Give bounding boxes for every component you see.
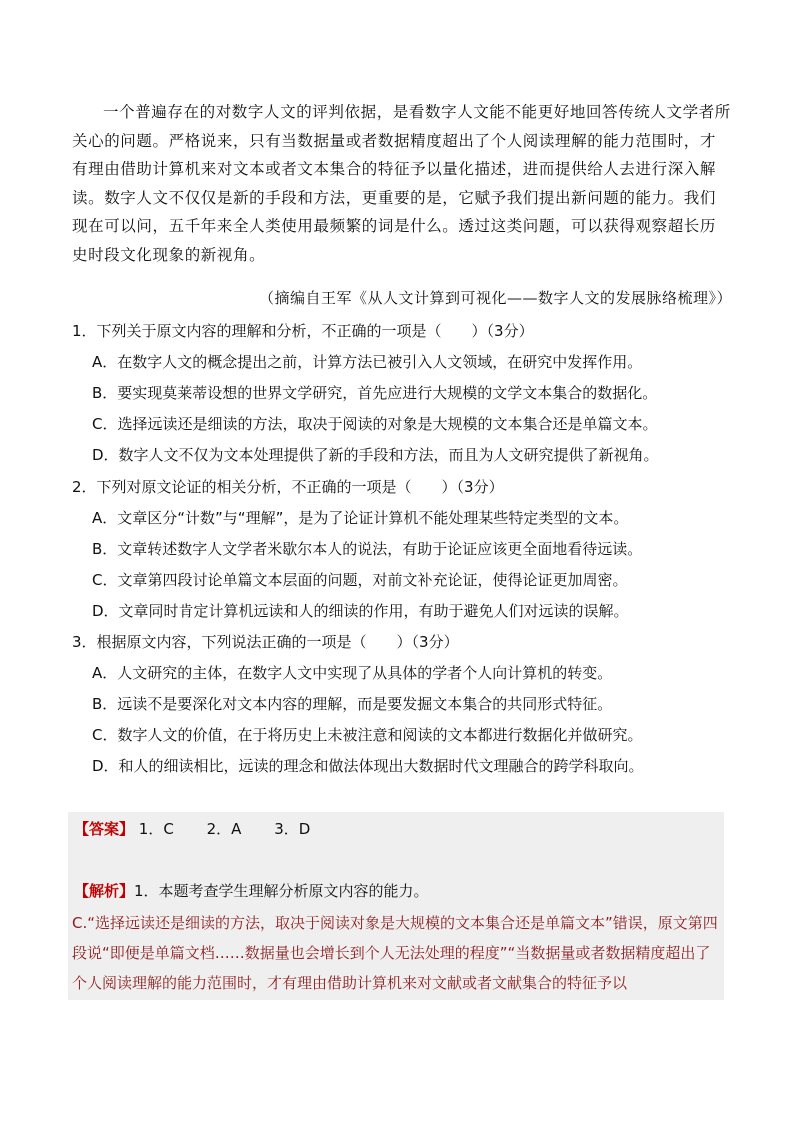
option-c: C．选择远读还是细读的方法，取决于阅读的对象是大规模的文本集合还是单篇文本。 — [92, 415, 658, 433]
option-a: A．文章区分“计数”与“理解”，是为了论证计算机不能处理某些特定类型的文本。 — [92, 509, 629, 527]
option-c: C．数字人文的价值，在于将历史上未被注意和阅读的文本都进行数据化并做研究。 — [92, 726, 643, 744]
option-b: B．远读不是要深化对文本内容的理解，而是要发掘文本集合的共同形式特征。 — [92, 695, 613, 713]
option-a: A．在数字人文的概念提出之前，计算方法已被引入人文领域，在研究中发挥作用。 — [92, 353, 643, 371]
answer-item: 1．C — [138, 820, 174, 838]
answer-tag: 【答案】 — [74, 820, 135, 838]
answer-item: 3．D — [274, 820, 311, 838]
option-d: D．和人的细读相比，远读的理念和做法体现出大数据时代文理融合的跨学科取向。 — [92, 757, 644, 775]
answer-line — [74, 818, 338, 840]
option-b: B．文章转述数字人文学者米歇尔本人的说法，有助于论证应该更全面地看待远读。 — [92, 540, 643, 558]
question-stem: 3．根据原文内容，下列说法正确的一项是（ ）（3分） — [72, 633, 459, 651]
option-c: C．文章第四段讨论单篇文本层面的问题，对前文补充论证，使得论证更加周密。 — [92, 571, 628, 589]
answer-item: 2．A — [206, 820, 242, 838]
option-d: D．数字人文不仅为文本处理提供了新的手段和方法，而且为人文研究提供了新视角。 — [92, 446, 659, 464]
question-stem: 1．下列关于原文内容的理解和分析，不正确的一项是（ ）（3分） — [72, 322, 534, 340]
question-2 — [72, 472, 732, 627]
passage-text: 一个普遍存在的对数字人文的评判依据，是看数字人文能不能更好地回答传统人文学者所关心的问题。严格说来，只有当数据量或者数据精度超出了个人阅读理解的能力范围时，才有理由借助计算机来对文本或者文本集合的特征予以量化描述，进而提供给人去进行深入解读。数字人文不仅仅是新的手段和方法，更重要的是，它赋予我们提出新问题的能力。我们现在可以问，五千年来全人类使用最频繁的词是什么。透过这类问题，可以获得观察超长历史时段文化现象的新视角。 — [72, 103, 731, 264]
option-d: D．文章同时肯定计算机远读和人的细读的作用，有助于避免人们对远读的误解。 — [92, 602, 629, 620]
answer-section — [68, 812, 724, 1000]
citation: （摘编自王军《从人文计算到可视化——数字人文的发展脉络梳理》） — [258, 289, 732, 307]
passage-paragraph — [72, 98, 732, 270]
question-3 — [72, 627, 732, 782]
explanation-detail: C.“选择远读还是细读的方法，取决于阅读对象是大规模的文本集合还是单篇文本”错误，原文第四段说“即便是单篇文档……数据量也会增长到个人无法处理的程度”“当数据量或者数据精度超出了个人阅读理解的能力范围时，才有理由借助计算机来对文献或者文献集合的特征予以 — [72, 914, 718, 992]
question-1 — [72, 316, 732, 471]
explanation-intro: 1．本题考查学生理解分析原文内容的能力。 — [134, 882, 429, 900]
explanation-line — [74, 880, 429, 902]
option-b: B．要实现莫莱蒂设想的世界文学研究，首先应进行大规模的文学文本集合的数据化。 — [92, 384, 658, 402]
option-a: A．人文研究的主体，在数字人文中实现了从具体的学者个人向计算机的转变。 — [92, 664, 613, 682]
question-stem: 2．下列对原文论证的相关分析，不正确的一项是（ ）（3分） — [72, 478, 504, 496]
explanation-tag: 【解析】 — [74, 882, 135, 900]
